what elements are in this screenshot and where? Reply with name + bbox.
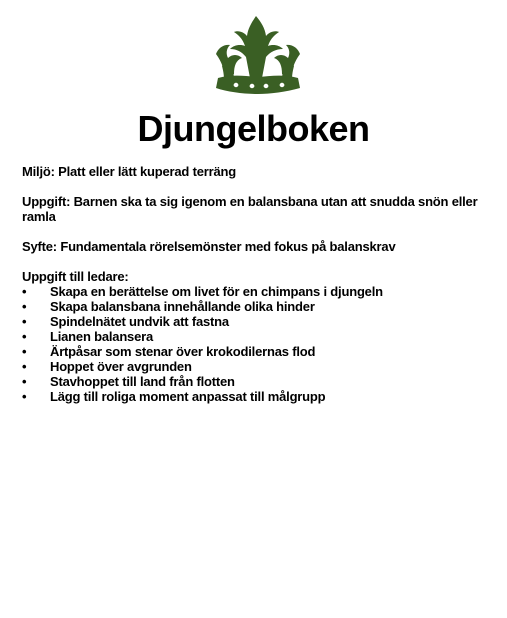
list-item: • Skapa balansbana innehållande olika hinder <box>22 299 315 314</box>
bullet: • <box>22 284 27 299</box>
jungle-plants-icon <box>212 14 304 96</box>
bullet: • <box>22 299 27 314</box>
task-text: Uppgift: Barnen ska ta sig igenom en balansbana utan att snudda snön eller ramla <box>22 194 478 224</box>
bullet: • <box>22 329 27 344</box>
leader-tasks-list <box>22 284 492 404</box>
page-title: Djungelboken <box>137 108 370 149</box>
bullet: • <box>22 314 27 329</box>
document-body <box>22 164 492 404</box>
leader-tasks-heading: Uppgift till ledare: <box>22 269 129 284</box>
list-item: • Hoppet över avgrunden <box>22 359 192 374</box>
bullet: • <box>22 344 27 359</box>
list-item: • Lägg till roliga moment anpassat till målgrupp <box>22 389 326 404</box>
environment-text: Miljö: Platt eller lätt kuperad terräng <box>22 164 236 179</box>
list-item: • Stavhoppet till land från flotten <box>22 374 235 389</box>
list-item: • Ärtpåsar som stenar över krokodilernas flod <box>22 344 316 359</box>
purpose-text: Syfte: Fundamentala rörelsemönster med fokus på balanskrav <box>22 239 396 254</box>
bullet: • <box>22 374 27 389</box>
list-item: • Skapa en berättelse om livet för en chimpans i djungeln <box>22 284 383 299</box>
list-item: • Lianen balansera <box>22 329 154 344</box>
bullet: • <box>22 359 27 374</box>
list-item: • Spindelnätet undvik att fastna <box>22 314 229 329</box>
bullet: • <box>22 389 27 404</box>
